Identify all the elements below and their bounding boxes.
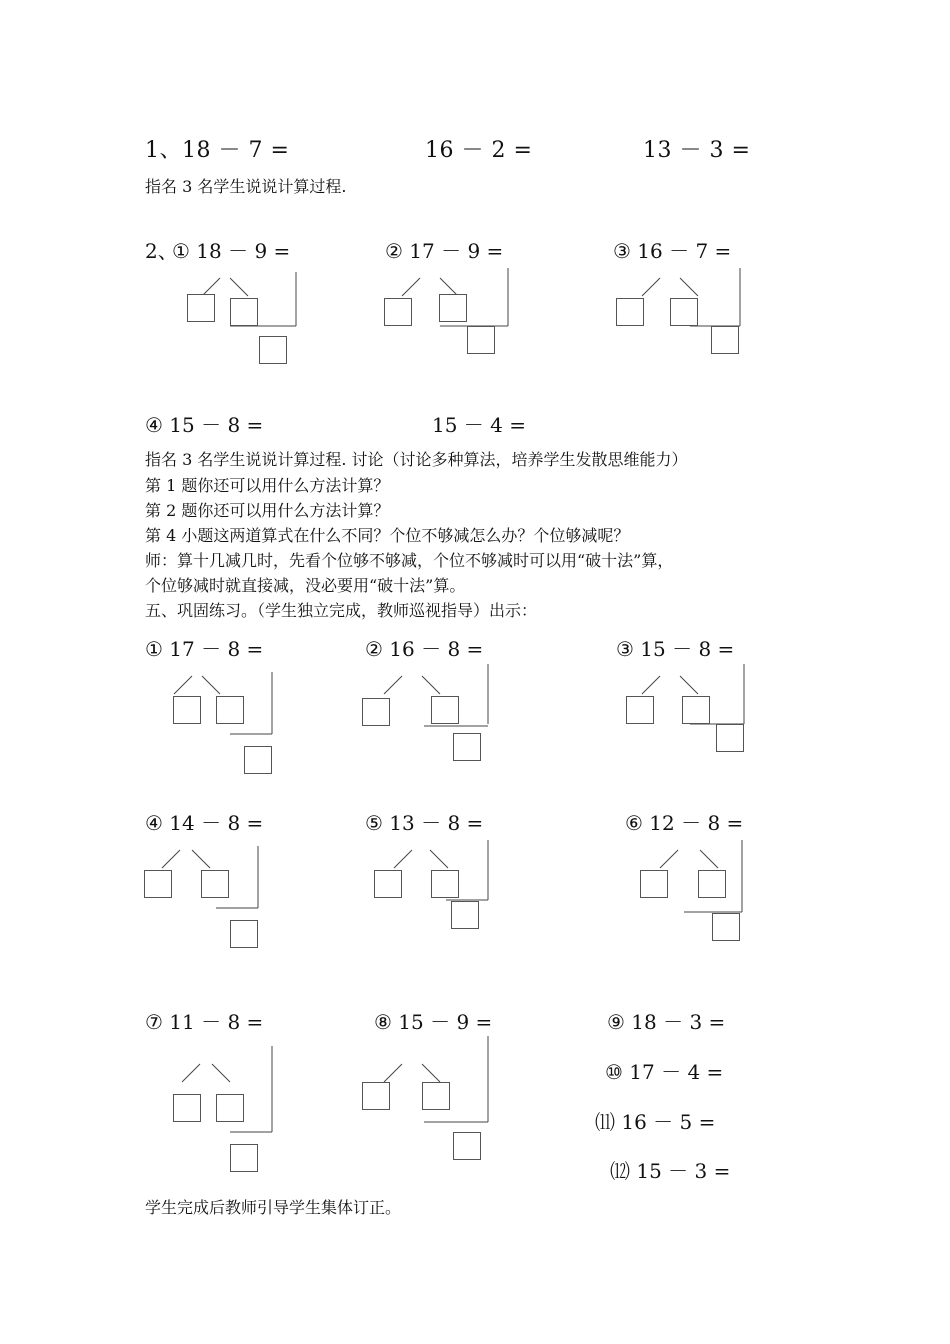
answer-box[interactable] <box>670 298 698 326</box>
answer-box[interactable] <box>698 870 726 898</box>
answer-box[interactable] <box>439 294 467 322</box>
answer-box[interactable] <box>640 870 668 898</box>
practice-4: ④ 14 － 8 = <box>145 811 264 835</box>
answer-box[interactable] <box>431 696 459 724</box>
answer-box[interactable] <box>467 326 495 354</box>
answer-box[interactable] <box>626 696 654 724</box>
answer-box[interactable] <box>216 1094 244 1122</box>
discussion-line-4: 第 4 小题这两道算式在什么不同？个位不够减怎么办？个位够减呢？ <box>145 526 630 545</box>
answer-box[interactable] <box>616 298 644 326</box>
equation-1a: 1、18 － 7 = <box>145 138 290 163</box>
answer-box[interactable] <box>362 1082 390 1110</box>
answer-box[interactable] <box>374 870 402 898</box>
answer-box[interactable] <box>173 696 201 724</box>
practice-11: ⑾ 16 － 5 = <box>595 1110 716 1134</box>
answer-box[interactable] <box>422 1082 450 1110</box>
practice-3: ③ 15 － 8 = <box>616 637 735 661</box>
discussion-line-6: 个位够减时就直接减，没必要用“破十法”算。 <box>145 576 466 595</box>
practice-8: ⑧ 15 － 9 = <box>374 1010 493 1034</box>
discussion-line-7: 五、巩固练习。（学生独立完成，教师巡视指导）出示： <box>145 601 538 620</box>
answer-box[interactable] <box>711 326 739 354</box>
practice-7: ⑦ 11 － 8 = <box>145 1010 264 1034</box>
answer-box[interactable] <box>187 294 215 322</box>
answer-box[interactable] <box>682 696 710 724</box>
practice-2: ② 16 － 8 = <box>365 637 484 661</box>
note-1: 指名 3 名学生说说计算过程. <box>145 177 347 196</box>
equation-1c: 13 － 3 = <box>643 138 751 163</box>
equation-2-2: ② 17 － 9 = <box>385 239 504 263</box>
practice-5: ⑤ 13 － 8 = <box>365 811 484 835</box>
practice-12: ⑿ 15 － 3 = <box>610 1159 731 1183</box>
answer-box[interactable] <box>384 298 412 326</box>
answer-box[interactable] <box>201 870 229 898</box>
answer-box[interactable] <box>173 1094 201 1122</box>
answer-box[interactable] <box>230 298 258 326</box>
equation-2-1: ① 18 － 9 = <box>172 239 291 263</box>
answer-box[interactable] <box>259 336 287 364</box>
discussion-line-2: 第 1 题你还可以用什么方法计算？ <box>145 476 390 495</box>
discussion-line-5: 师：算十几减几时，先看个位够不够减，个位不够减时可以用“破十法”算， <box>145 551 674 570</box>
answer-box[interactable] <box>216 696 244 724</box>
answer-box[interactable] <box>230 920 258 948</box>
equation-2-5: 15 － 4 = <box>432 413 527 437</box>
answer-box[interactable] <box>451 901 479 929</box>
answer-box[interactable] <box>453 733 481 761</box>
equation-1b: 16 － 2 = <box>425 138 533 163</box>
discussion-line-3: 第 2 题你还可以用什么方法计算？ <box>145 501 390 520</box>
equation-2-3: ③ 16 － 7 = <box>613 239 732 263</box>
answer-box[interactable] <box>453 1132 481 1160</box>
section-2-prefix: 2、 <box>145 239 178 263</box>
discussion-line-1: 指名 3 名学生说说计算过程. 讨论（讨论多种算法，培养学生发散思维能力） <box>145 450 688 469</box>
equation-2-4: ④ 15 － 8 = <box>145 413 264 437</box>
practice-6: ⑥ 12 － 8 = <box>625 811 744 835</box>
closing-text: 学生完成后教师引导学生集体订正。 <box>145 1198 402 1217</box>
answer-box[interactable] <box>144 870 172 898</box>
practice-10: ⑩ 17 － 4 = <box>605 1060 724 1084</box>
answer-box[interactable] <box>712 913 740 941</box>
answer-box[interactable] <box>431 870 459 898</box>
answer-box[interactable] <box>362 698 390 726</box>
answer-box[interactable] <box>244 746 272 774</box>
answer-box[interactable] <box>716 724 744 752</box>
practice-9: ⑨ 18 － 3 = <box>607 1010 726 1034</box>
practice-1: ① 17 － 8 = <box>145 637 264 661</box>
answer-box[interactable] <box>230 1144 258 1172</box>
